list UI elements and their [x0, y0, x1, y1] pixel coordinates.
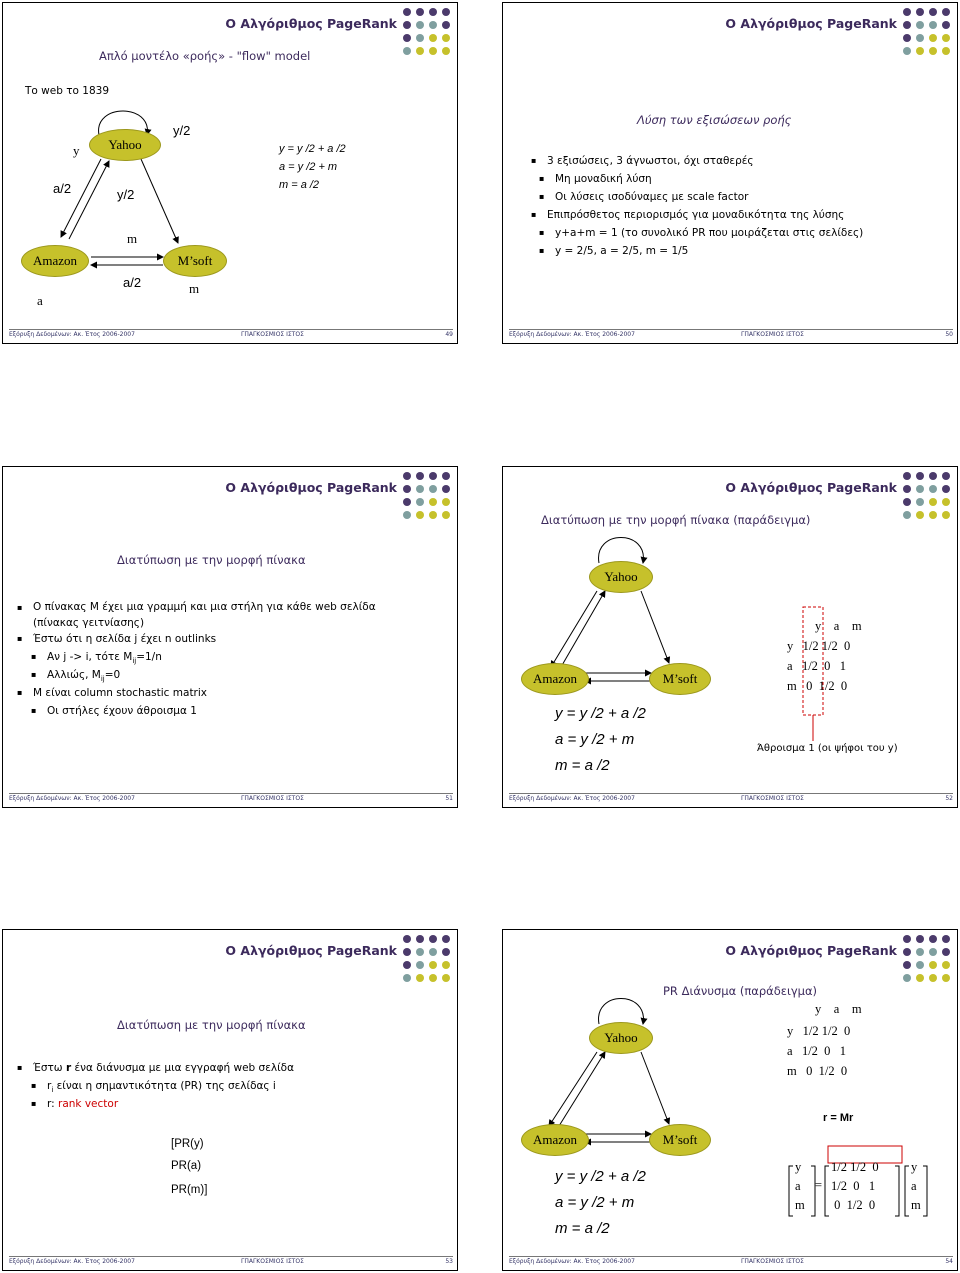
matrix-cell: 0	[843, 1024, 851, 1038]
vector-entry-2: PR(a)	[171, 1160, 202, 1172]
edge-yahoo-self	[599, 999, 644, 1025]
footer-course: Εξόρυξη Δεδομένων: Ακ. Έτος 2006-2007	[9, 331, 135, 338]
col-header: y	[815, 619, 822, 633]
label-m-mid: m	[127, 231, 138, 246]
edge-amazon-yahoo	[561, 591, 605, 667]
bullet-else	[47, 669, 120, 683]
vector-entry: a	[911, 1179, 917, 1193]
bracket-left-vec-open	[789, 1166, 793, 1216]
slide-title: Ο Αλγόριθμος PageRank	[725, 943, 897, 958]
equation-2: a = y /2 + m	[279, 161, 338, 173]
bullet-outlinks: ▪ Έστω ότι η σελίδα j έχει n outlinks	[33, 633, 216, 645]
decor-dot	[916, 8, 924, 16]
matrix-cell: 1/2	[821, 639, 838, 653]
decor-dot	[429, 935, 437, 943]
col-header: y	[815, 1002, 822, 1016]
slide-title: Ο Αλγόριθμος PageRank	[225, 480, 397, 495]
col-header: m	[851, 1002, 862, 1016]
slide-subtitle: Λύση των εξισώσεων ροής	[637, 113, 792, 127]
footer-topic: ΓΠΑΓΚΟΣΜΙΟΣ ΙΣΤΟΣ	[741, 331, 804, 338]
bullet-stochastic: ▪ M είναι column stochastic matrix	[33, 687, 207, 699]
dot-grid	[899, 4, 955, 60]
row-label: y	[787, 639, 794, 653]
decor-dot	[416, 472, 424, 480]
decor-dot	[416, 961, 424, 969]
matrix-cell: 1	[839, 1044, 847, 1058]
bullet-column-sum: ▪ Οι στήλες έχουν άθροισμα 1	[47, 705, 197, 717]
slide-footer	[509, 1256, 953, 1266]
bullet-text: Έστω	[33, 1062, 66, 1074]
row-label: a	[787, 659, 793, 673]
matrix-cell: 1/2	[831, 1160, 847, 1174]
slide-subtitle: Απλό μοντέλο «ροής» - "flow" model	[99, 49, 311, 63]
bracket-matrix-close	[895, 1166, 899, 1216]
decor-dot	[416, 935, 424, 943]
caption: Το web το 1839	[25, 85, 110, 97]
bullet-1: ▪ 3 εξισώσεις, 3 άγνωστοι, όχι σταθερές	[547, 155, 754, 167]
matrix-header	[815, 619, 862, 634]
footer-topic: ΓΠΑΓΚΟΣΜΙΟΣ ΙΣΤΟΣ	[241, 331, 304, 338]
decor-dot	[942, 8, 950, 16]
decor-dot	[903, 8, 911, 16]
matrix-row-y	[787, 1024, 850, 1039]
bracket-right-vec-open	[905, 1166, 909, 1216]
decor-dot	[403, 472, 411, 480]
footer-topic: ΓΠΑΓΚΟΣΜΙΟΣ ΙΣΤΟΣ	[741, 795, 804, 802]
matrix-cell: 0	[840, 1064, 848, 1078]
page-number: 51	[445, 795, 453, 802]
matrix-cell: 0	[843, 639, 851, 653]
node-amazon: Amazon	[521, 1124, 589, 1156]
vector-entry: a	[795, 1179, 801, 1193]
footer-topic: ΓΠΑΓΚΟΣΜΙΟΣ ΙΣΤΟΣ	[241, 795, 304, 802]
decor-dot	[403, 974, 411, 982]
decor-dot	[442, 485, 450, 493]
decor-dot	[429, 961, 437, 969]
row-label: m	[787, 679, 797, 693]
slide-subtitle: Διατύπωση με την μορφή πίνακα	[117, 553, 306, 567]
page-number: 53	[445, 1258, 453, 1265]
equals-sign: =	[815, 1178, 823, 1192]
decor-dot	[903, 47, 911, 55]
slide-title: Ο Αλγόριθμος PageRank	[225, 16, 397, 31]
bullet-text: r	[47, 1080, 52, 1092]
col-header: a	[833, 1002, 840, 1016]
matrix-cell: 1	[868, 1179, 876, 1193]
decor-dot	[403, 511, 411, 519]
bullet-vector-def	[33, 1062, 294, 1074]
edge-yahoo-msoft	[641, 1052, 669, 1124]
decor-dot	[416, 498, 424, 506]
bullet-text: είναι η σημαντικότητα (PR) της σελίδας i	[53, 1080, 276, 1092]
matrix-cell: 1/2	[818, 1064, 835, 1078]
decor-dot	[916, 47, 924, 55]
matrix-row-y	[787, 639, 850, 654]
decor-dot	[416, 974, 424, 982]
decor-dot	[916, 34, 924, 42]
bullet-text: =1/n	[136, 651, 162, 663]
node-amazon: Amazon	[521, 663, 589, 695]
slide-footer	[509, 793, 953, 803]
equation-1: y = y /2 + a /2	[555, 705, 646, 722]
label-a: a	[37, 293, 43, 308]
slide-title: Ο Αλγόριθμος PageRank	[725, 480, 897, 495]
row-label: m	[787, 1064, 797, 1078]
decor-dot	[942, 21, 950, 29]
decor-dot	[442, 948, 450, 956]
footer-course: Εξόρυξη Δεδομένων: Ακ. Έτος 2006-2007	[509, 331, 635, 338]
dot-grid	[399, 468, 455, 524]
decor-dot	[403, 498, 411, 506]
slide-51	[2, 466, 458, 808]
matrix-cell: 0	[853, 1179, 860, 1193]
equation-3: m = a /2	[555, 757, 610, 774]
bullet-text: Αλλιώς, M	[47, 669, 101, 681]
subscript: ij	[132, 657, 137, 666]
bullet-importance	[47, 1080, 276, 1094]
col-header: m	[851, 619, 862, 633]
decor-dot	[929, 47, 937, 55]
node-yahoo: Yahoo	[589, 561, 653, 593]
bullet-text: =0	[104, 669, 121, 681]
vector-entry: y	[911, 1160, 918, 1174]
page-number: 54	[945, 1258, 953, 1265]
row-label: y	[787, 1024, 794, 1038]
slide-53	[2, 929, 458, 1271]
page-number: 49	[445, 331, 453, 338]
footer-topic: ΓΠΑΓΚΟΣΜΙΟΣ ΙΣΤΟΣ	[741, 1258, 804, 1265]
bullet-5: ▪ y+a+m = 1 (το συνολικό PR που μοιράζεται στις σελίδες)	[555, 227, 863, 239]
decor-dot	[442, 498, 450, 506]
node-msoft: M’soft	[649, 1124, 711, 1156]
decor-dot	[916, 21, 924, 29]
decor-dot	[903, 21, 911, 29]
matrix-cell: 1/2	[802, 639, 819, 653]
bullet-6: ▪ y = 2/5, a = 2/5, m = 1/5	[555, 245, 688, 257]
bullet-2: ▪ Μη μοναδική λύση	[555, 173, 652, 185]
vector-right	[911, 1158, 921, 1215]
equation-3: m = a /2	[279, 179, 320, 191]
matrix-row-a	[787, 1044, 846, 1059]
decor-dot	[403, 485, 411, 493]
decor-dot	[416, 485, 424, 493]
decor-dot	[429, 498, 437, 506]
edge-yahoo-amazon	[551, 591, 597, 667]
slide-footer	[9, 793, 453, 803]
decor-dot	[442, 511, 450, 519]
bullet-3: ▪ Οι λύσεις ισοδύναμες με scale factor	[555, 191, 748, 203]
slide-54	[502, 929, 958, 1271]
bullet-text: ένα διάνυσμα με μια εγγραφή web σελίδα	[71, 1062, 294, 1074]
bullet-bold-r: r	[65, 1062, 72, 1074]
footer-course: Εξόρυξη Δεδομένων: Ακ. Έτος 2006-2007	[9, 795, 135, 802]
matrix-cell: 1/2	[801, 659, 818, 673]
matrix-cell: 1/2	[818, 679, 835, 693]
decor-dot	[429, 485, 437, 493]
vector-entry: m	[795, 1198, 805, 1212]
slide-title: Ο Αλγόριθμος PageRank	[225, 943, 397, 958]
decor-dot	[442, 974, 450, 982]
slide-50	[502, 2, 958, 344]
bullet-rank-vector	[47, 1098, 118, 1110]
matrix-row-m	[787, 1064, 847, 1079]
matrix-cell: 1/2	[846, 1198, 863, 1212]
footer-course: Εξόρυξη Δεδομένων: Ακ. Έτος 2006-2007	[509, 1258, 635, 1265]
matrix-cell: 0	[824, 1044, 831, 1058]
decor-dot	[416, 511, 424, 519]
node-msoft: M’soft	[163, 245, 227, 277]
subscript: i	[51, 1086, 54, 1095]
slide-subtitle: PR Διάνυσμα (παράδειγμα)	[663, 984, 818, 998]
matrix-cell: 0	[806, 1064, 813, 1078]
bullet-text: r:	[47, 1098, 59, 1110]
matrix-header	[815, 1002, 862, 1017]
node-amazon: Amazon	[21, 245, 89, 277]
footer-course: Εξόρυξη Δεδομένων: Ακ. Έτος 2006-2007	[509, 795, 635, 802]
slide-subtitle: Διατύπωση με την μορφή πίνακα (παράδειγμα)	[541, 513, 811, 527]
dot-grid	[399, 931, 455, 987]
slide-footer	[9, 1256, 453, 1266]
slide-footer	[9, 329, 453, 339]
decor-dot	[403, 961, 411, 969]
decor-dot	[416, 948, 424, 956]
bullet-4: ▪ Επιπρόσθετος περιορισμός για μοναδικότητα της λύσης	[547, 209, 844, 221]
page-number: 50	[945, 331, 953, 338]
matrix-cell: 0	[868, 1198, 876, 1212]
node-yahoo: Yahoo	[89, 129, 161, 161]
vector-entry-3: PR(m)]	[171, 1184, 208, 1196]
sum-note: Άθροισμα 1 (οι ψήφοι του y)	[757, 743, 898, 754]
decor-dot	[403, 935, 411, 943]
matrix-cell: 1/2	[802, 1024, 819, 1038]
decor-dot	[942, 47, 950, 55]
decor-dot	[429, 948, 437, 956]
edge-yahoo-msoft	[141, 159, 178, 243]
slide-title: Ο Αλγόριθμος PageRank	[725, 16, 897, 31]
vector-entry-1: [PR(y)	[171, 1138, 204, 1150]
matrix-cell: 1	[839, 659, 847, 673]
bullet-text: Αν j -> i, τότε M	[47, 651, 133, 663]
decor-dot	[429, 511, 437, 519]
decor-dot	[929, 34, 937, 42]
equation-1: y = y /2 + a /2	[279, 143, 346, 155]
matrix-cell: 1/2	[831, 1179, 847, 1193]
slide-footer	[509, 329, 953, 339]
slide-subtitle: Διατύπωση με την μορφή πίνακα	[117, 1018, 306, 1032]
matrix-cell: 0	[840, 679, 848, 693]
bracket-right-vec-close	[923, 1166, 927, 1216]
equation-1: y = y /2 + a /2	[555, 1168, 646, 1185]
node-yahoo: Yahoo	[589, 1022, 653, 1054]
label-y2-mid: y/2	[117, 187, 135, 202]
matrix-cell: 0	[806, 679, 813, 693]
matrix-bottom	[831, 1158, 879, 1215]
footer-course: Εξόρυξη Δεδομένων: Ακ. Έτος 2006-2007	[9, 1258, 135, 1265]
vector-left	[795, 1158, 805, 1215]
label-y2-top: y/2	[173, 123, 191, 138]
equation-2: a = y /2 + m	[555, 731, 635, 748]
slide-49	[2, 2, 458, 344]
subscript: ij	[100, 675, 105, 684]
equation-2: a = y /2 + m	[555, 1194, 635, 1211]
matrix-cell: 1/2	[821, 1024, 838, 1038]
matrix-row-a	[787, 659, 846, 674]
col-header: a	[833, 619, 840, 633]
decor-dot	[403, 948, 411, 956]
matrix-row-m	[787, 679, 847, 694]
decor-dot	[929, 8, 937, 16]
bullet-matrix-def	[33, 599, 376, 631]
equation-3: m = a /2	[555, 1220, 610, 1237]
edge-yahoo-msoft	[641, 591, 669, 663]
label-a2-bottom: a/2	[123, 275, 142, 290]
edge-yahoo-amazon	[549, 1052, 597, 1126]
bullet-text-cont: (πίνακας γειτνίασης)	[33, 617, 145, 629]
decor-dot	[442, 472, 450, 480]
decor-dot	[442, 935, 450, 943]
matrix-cell: 0	[872, 1160, 879, 1174]
bracket-matrix-open	[825, 1166, 829, 1216]
label-a2-left: a/2	[53, 181, 72, 196]
decor-dot	[903, 34, 911, 42]
bullet-if-link	[47, 651, 162, 665]
decor-dot	[442, 961, 450, 969]
node-msoft: M’soft	[649, 663, 711, 695]
edge-amazon-yahoo	[69, 161, 109, 239]
page-number: 52	[945, 795, 953, 802]
decor-dot	[429, 974, 437, 982]
decor-dot	[942, 34, 950, 42]
vector-entry: m	[911, 1198, 921, 1212]
label-y: y	[73, 143, 80, 158]
edge-yahoo-self	[599, 538, 644, 564]
decor-dot	[929, 21, 937, 29]
decor-dot	[429, 472, 437, 480]
label-m-bottom: m	[189, 281, 200, 296]
slide-52	[502, 466, 958, 808]
footer-topic: ΓΠΑΓΚΟΣΜΙΟΣ ΙΣΤΟΣ	[241, 1258, 304, 1265]
bullet-text: Ο πίνακας M έχει μια γραμμή και μια στήλη για κάθε web σελίδα	[33, 601, 376, 613]
edge-amazon-yahoo	[559, 1052, 605, 1126]
edge-yahoo-amazon	[61, 159, 101, 237]
matrix-cell: 1/2	[801, 1044, 818, 1058]
matrix-cell: 0	[834, 1198, 841, 1212]
rank-vector-term: rank vector	[58, 1098, 119, 1110]
matrix-cell: 1/2	[850, 1160, 867, 1174]
row-label: a	[787, 1044, 793, 1058]
graph-arrows	[3, 3, 458, 344]
matrix-cell: 0	[824, 659, 831, 673]
vector-entry: y	[795, 1160, 802, 1174]
formula: r = Mr	[823, 1112, 854, 1124]
